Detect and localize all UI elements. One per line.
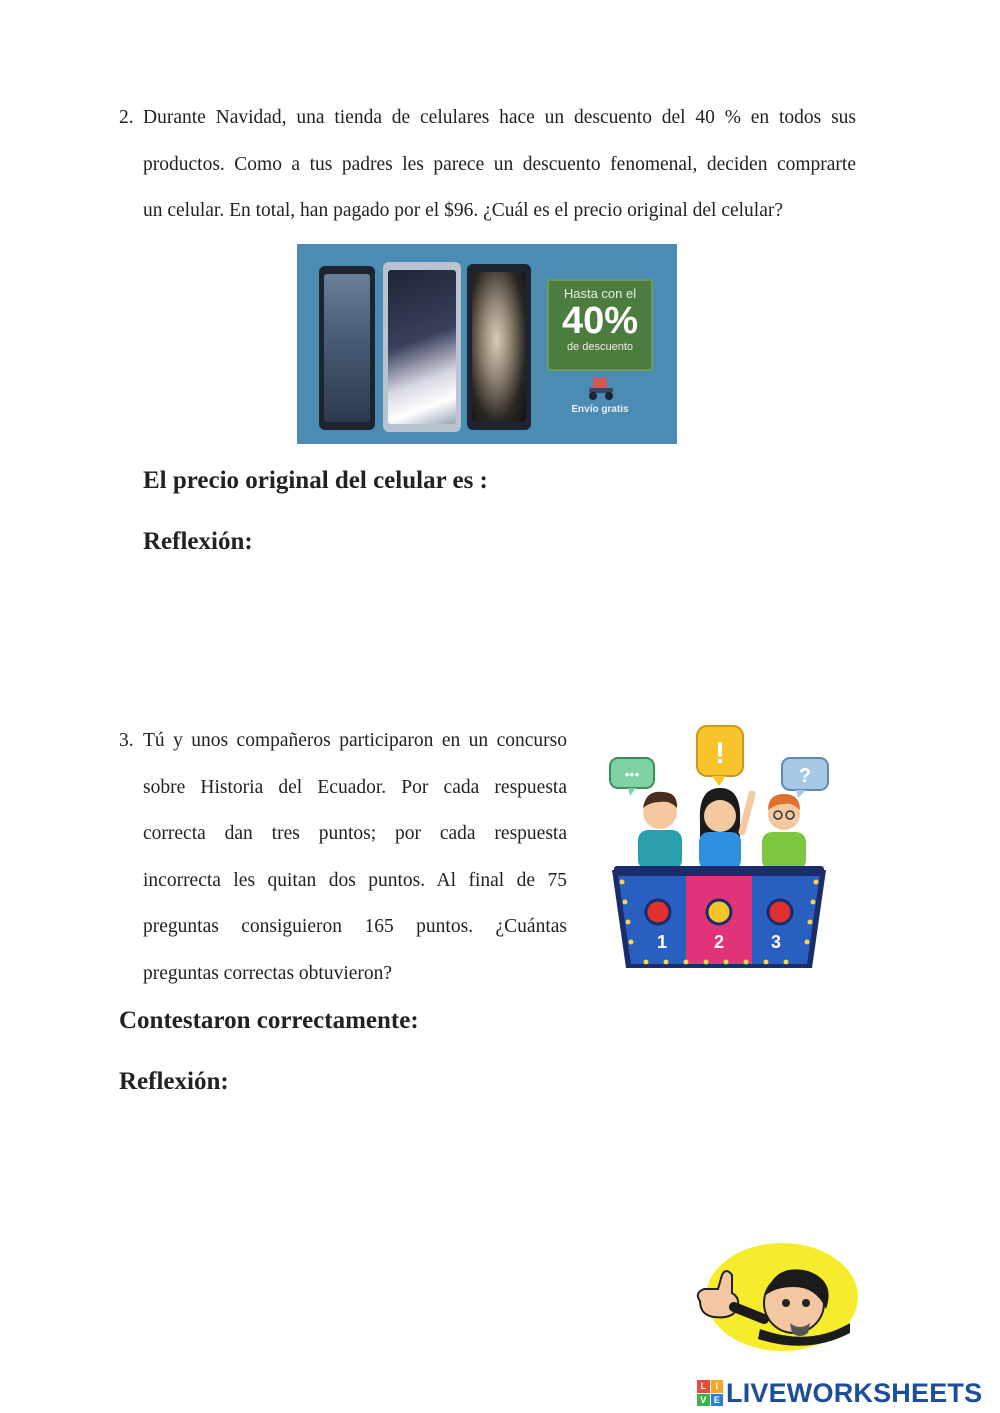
buzzer-1 [646,900,670,924]
quiz-podium [612,866,826,968]
question-3 [119,718,567,997]
question-2-line: productos. Como a tus padres les parece un descuento fenomenal, deciden comprarte [143,153,856,175]
answer-label-q3: Contestaron correctamente: [119,1007,419,1034]
exclamation-bubble-icon [697,726,743,786]
thumbs-up-mascot-icon [690,1243,860,1358]
badge-percent: 40% [561,300,639,342]
contestant-redhead-icon [762,794,806,870]
bubble-question: ? [798,765,812,787]
phone-right [467,264,531,430]
speech-bubble-icon [610,758,654,796]
brand-mark-letter: E [711,1394,724,1407]
scooter-icon [585,374,617,402]
badge-line-1: Hasta con el [563,286,637,301]
contestant-girl-icon [699,788,752,870]
question-bubble-icon [782,758,828,798]
badge-line-2: de descuento [566,341,634,353]
question-2-line: Durante Navidad, una tienda de celulares hace un descuento del 40 % en todos sus [143,107,856,128]
phone-left [319,266,375,430]
phone-discount-banner [297,244,677,444]
question-3-line: Tú y unos compañeros participaron en un concurso [143,730,567,751]
podium-number-2: 2 [713,932,725,952]
question-3-line: incorrecta les quitan dos puntos. Al final de 75 [143,869,567,891]
brand-mark-letter: V [697,1394,710,1407]
reflection-label-q3: Reflexión: [119,1068,229,1095]
liveworksheets-logo [697,1376,982,1410]
brand-name: LIVEWORKSHEETS [726,1377,983,1408]
buzzer-3 [768,900,792,924]
question-3-number: 3. [119,730,134,751]
question-3-line: preguntas consiguieron 165 puntos. ¿Cuántas [143,916,567,937]
podium-number-1: 1 [656,932,668,952]
liveworksheets-mark-icon [697,1380,723,1406]
phone-middle [383,262,461,432]
podium-number-3: 3 [770,932,782,952]
shipping-label: Envío gratis [571,404,629,415]
brand-mark-letter: L [697,1380,710,1393]
question-3-line: preguntas correctas obtuvieron? [143,962,393,984]
bubble-dots: ••• [624,766,640,782]
discount-badge [547,279,653,371]
reflection-label-q2: Reflexión: [143,528,253,555]
buzzer-2 [707,900,731,924]
question-3-line: sobre Historia del Ecuador. Por cada respuesta [143,776,567,798]
question-2 [119,95,856,235]
answer-label-q2: El precio original del celular es : [143,467,488,494]
question-2-line: un celular. En total, han pagado por el $96. ¿Cuál es el precio original del celular? [143,200,784,221]
question-3-line: correcta dan tres puntos; por cada respuesta [143,823,567,844]
brand-mark-letter: I [711,1380,724,1393]
question-2-number: 2. [119,107,134,128]
quiz-show-illustration [606,722,832,970]
bubble-exclamation: ! [715,737,725,770]
contestant-boy-icon [638,792,682,870]
